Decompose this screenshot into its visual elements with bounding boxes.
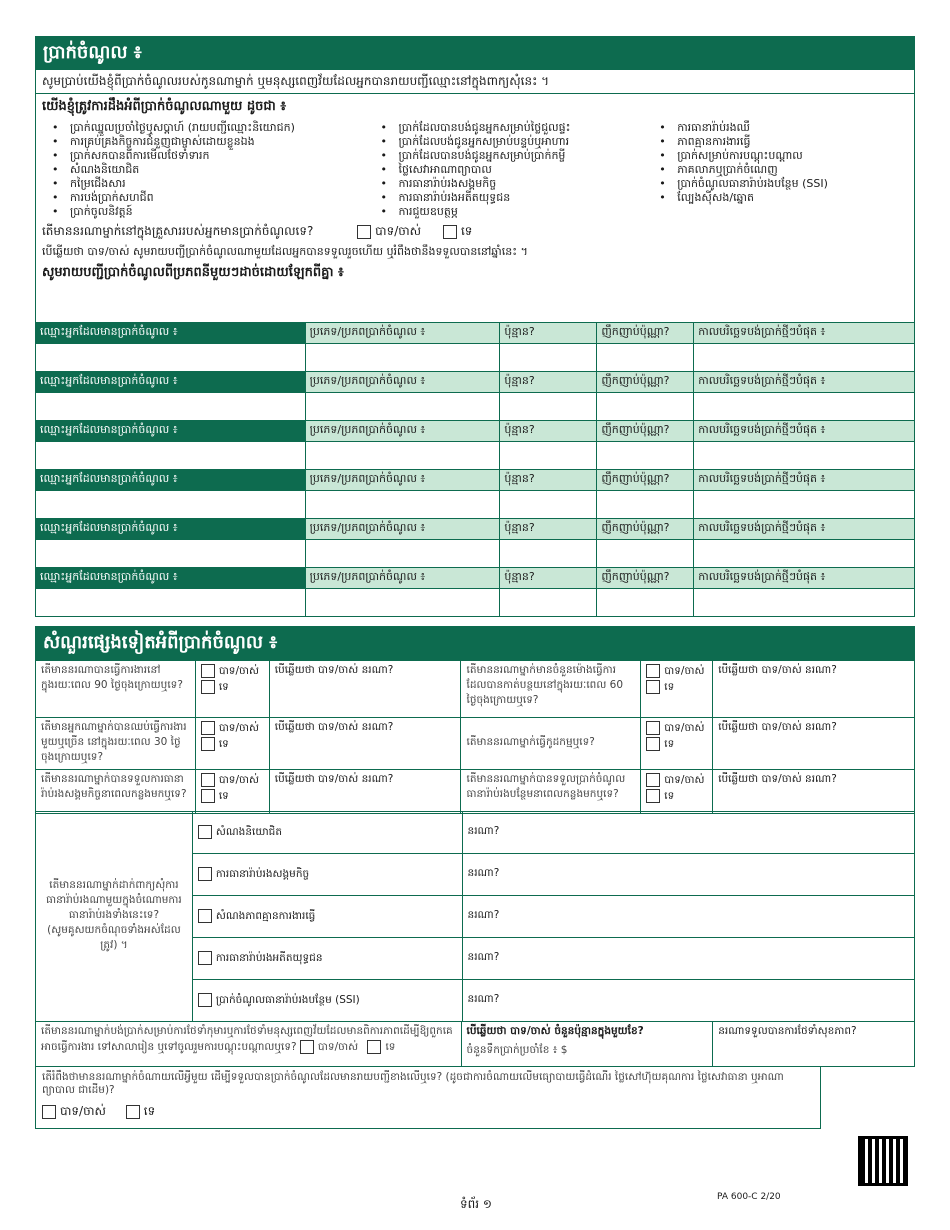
form-id: PA 600-C 2/20: [717, 1192, 781, 1202]
expense-yes-label: បាទ/ចាស់: [60, 1104, 106, 1118]
q4-yes-checkbox[interactable]: [646, 721, 660, 735]
care-yes-checkbox[interactable]: [300, 1040, 314, 1054]
apply-item-label: ការធានារ៉ាប់រងសង្គមកិច្ច: [215, 867, 310, 880]
q1-no-checkbox[interactable]: [201, 680, 215, 694]
q3-who-field[interactable]: [269, 718, 461, 770]
q6-who-label: បើឆ្លើយថា បាទ/ចាស់ នរណា?: [718, 773, 837, 785]
apply-who-label: នរណា?: [467, 951, 500, 963]
income-header-cell: ប្រភេទ/ប្រភពប្រាក់ចំណូល ៖: [305, 568, 500, 589]
apply-who-field[interactable]: [462, 980, 914, 1022]
income-type-item: • ប្រាក់ឈ្នួលប្រចាំថ្ងៃឬសប្តាហ៍ (រាយបញ្ជីឈ្មោះនិយោជក): [42, 121, 370, 135]
q3-who-label: បើឆ្លើយថា បាទ/ចាស់ នរណា?: [274, 721, 394, 733]
income-entry-field[interactable]: [597, 491, 694, 519]
income-type-item: • ប្រាក់ចំណូលធានារ៉ាប់រងបន្ថែម (SSI): [649, 177, 908, 191]
income-header-cell: ប្រភេទ/ប្រភពប្រាក់ចំណូល ៖: [305, 519, 500, 540]
income-entry-field[interactable]: [305, 344, 500, 372]
income-entry-field[interactable]: [694, 540, 915, 568]
income-entry-field[interactable]: [36, 344, 306, 372]
q6-no-label: ទេ: [664, 790, 675, 802]
q3-no-label: ទេ: [218, 738, 229, 750]
q5-who-field[interactable]: [269, 770, 461, 814]
apply-item-label: សំណងភាពគ្មានការងារធ្វើ: [215, 909, 316, 922]
q2-who-field[interactable]: [713, 661, 915, 718]
income-entry-field[interactable]: [694, 344, 915, 372]
income-header-cell: ញឹកញាប់ប៉ុណ្ណា?: [597, 323, 694, 344]
care-amount-cell[interactable]: [461, 1022, 713, 1067]
apply-item-label: ប្រាក់ចំណូលធានារ៉ាប់រងបន្ថែម (SSI): [215, 993, 360, 1006]
q4-no-checkbox[interactable]: [646, 737, 660, 751]
income-entry-field[interactable]: [36, 491, 306, 519]
income-header-cell: ឈ្មោះអ្នកដែលមានប្រាក់ចំណូល ៖: [36, 568, 306, 589]
q3-yes-label: បាទ/ចាស់: [218, 722, 260, 734]
q1-yes-label: បាទ/ចាស់: [218, 665, 260, 677]
income-header-cell: ឈ្មោះអ្នកដែលមានប្រាក់ចំណូល ៖: [36, 470, 306, 491]
income-header-cell: ប៉ុន្មាន?: [500, 470, 597, 491]
income-entry-field[interactable]: [305, 589, 500, 617]
qr-code: [858, 1136, 908, 1186]
expense-no-checkbox[interactable]: [126, 1105, 140, 1119]
income-type-item: • ល្បែងស៊ីសង/ឆ្នោត: [649, 191, 908, 205]
income-header-cell: ញឹកញាប់ប៉ុណ្ណា?: [597, 470, 694, 491]
apply-who-field[interactable]: [462, 896, 914, 938]
income-entry-field[interactable]: [597, 442, 694, 470]
income-types-col1: [42, 121, 370, 219]
apply-benefits-table: [35, 811, 915, 1022]
apply-who-label: នរណា?: [467, 993, 500, 1005]
q3-yes-checkbox[interactable]: [201, 721, 215, 735]
income-header-cell: ប៉ុន្មាន?: [500, 372, 597, 393]
q6-no-checkbox[interactable]: [646, 789, 660, 803]
q5-who-label: បើឆ្លើយថា បាទ/ចាស់ នរណា?: [274, 773, 394, 785]
income-header-cell: ញឹកញាប់ប៉ុណ្ណា?: [597, 568, 694, 589]
income-header-cell: ញឹកញាប់ប៉ុណ្ណា?: [597, 421, 694, 442]
page-number: ទំព័រ ១: [460, 1197, 492, 1211]
income-header-cell: ប៉ុន្មាន?: [500, 323, 597, 344]
apply-who-field[interactable]: [462, 812, 914, 854]
income-entry-field[interactable]: [597, 540, 694, 568]
income-header-cell: ប្រភេទ/ប្រភពប្រាក់ចំណូល ៖: [305, 372, 500, 393]
income-type-item: • ប្រាក់សកបានពីការមើលថែទាំទារក: [42, 149, 370, 163]
q-strike: តើមាននរណាម្នាក់ធ្វើកូដកម្មឬទេ?: [461, 718, 641, 770]
q6-yes-label: បាទ/ចាស់: [664, 774, 705, 786]
income-entry-field[interactable]: [305, 491, 500, 519]
q-ssi: តើមាននរណាម្នាក់បានទទួលប្រាក់ចំណូលធានារ៉ាប់រងបន្ថែមនាពេលកន្លងមកឬទេ?: [461, 770, 641, 814]
income-type-item: • ប្រាក់ដែលបង់ជូនអ្នកសម្រាប់បន្ទប់ឬអាហារ: [370, 135, 649, 149]
apply-who-field[interactable]: [462, 938, 914, 980]
section-income-header: [35, 36, 915, 70]
income-entry-field[interactable]: [305, 442, 500, 470]
income-type-item: • ថ្លៃសេវាអាណាព្យាបាល: [370, 163, 649, 177]
apply-checkbox[interactable]: [198, 951, 212, 965]
q6-yes-checkbox[interactable]: [646, 773, 660, 787]
income-header-cell: ឈ្មោះអ្នកដែលមានប្រាក់ចំណូល ៖: [36, 519, 306, 540]
q2-yes-label: បាទ/ចាស់: [664, 665, 705, 677]
anyone-income-question: តើមាននរណាម្នាក់នៅក្នុងគ្រួសាររបស់អ្នកមានប្រាក់ចំណូលទេ?: [42, 224, 314, 238]
care-who-label: នរណាទទួលបានការថែទាំសុខភាព?: [718, 1025, 857, 1037]
q1-yes-checkbox[interactable]: [201, 664, 215, 678]
income-type-item: • ភាគលាភឬប្រាក់ចំណេញ: [649, 163, 908, 177]
apply-who-field[interactable]: [462, 854, 914, 896]
income-header-cell: ប្រភេទ/ប្រភពប្រាក់ចំណូល ៖: [305, 421, 500, 442]
care-question: តើមាននរណាម្នាក់បង់ប្រាក់សម្រាប់ការថែទាំកុមារឬការថែទាំមនុស្សពេញវ័យដែលមានពិការភាពដើម្បីឱ្យពួកគេអាចធ្វើការងារ ទៅសាលារៀន ឬទៅចូលរួមការបណ្តុះបណ្តាលឬទេ?: [41, 1025, 453, 1053]
income-type-item: • ការធានារ៉ាប់រងសង្គមកិច្ច: [370, 177, 649, 191]
income-header-cell: កាលបរិច្ឆេទបង់ប្រាក់ថ្មីៗបំផុត ៖: [694, 421, 915, 442]
care-no-checkbox[interactable]: [367, 1040, 381, 1054]
q5-no-label: ទេ: [218, 790, 229, 802]
income-entry-field[interactable]: [694, 589, 915, 617]
q5-no-checkbox[interactable]: [201, 789, 215, 803]
q6-who-field[interactable]: [713, 770, 915, 814]
income-entry-field[interactable]: [36, 442, 306, 470]
income-intro: សូមប្រាប់យើងខ្ញុំពីប្រាក់ចំណូលរបស់កូនណាម្នាក់ ឬមនុស្សពេញវ័យដែលអ្នកបានរាយបញ្ជីឈ្មោះនៅក្នុងពាក្យសុំនេះ ។: [35, 70, 915, 94]
anyone-no-label: ទេ: [460, 224, 473, 238]
care-question-cell: [36, 1022, 462, 1067]
income-header-cell: កាលបរិច្ឆេទបង់ប្រាក់ថ្មីៗបំផុត ៖: [694, 519, 915, 540]
expense-question: តើរំពឹងថាមាននរណាម្នាក់ចំណាយលើអ្វីមួយ ដើម្បីទទួលបានប្រាក់ចំណូលដែលមានរាយបញ្ជីខាងលើឬទេ? (ដូចជាការចំណាយលើមធ្យោបាយធ្វើដំណើរ ថ្លៃសៅហ៊ុយគុណការ ថ្លៃសេវាធានា ឬអាណាព្យាបាល ជាដើម)?: [42, 1071, 784, 1096]
care-table: [35, 1021, 915, 1067]
expense-box: [35, 1067, 821, 1129]
q4-no-label: ទេ: [664, 738, 675, 750]
q-worked-90: តើមាននរណាបានធ្វើការងារនៅក្នុងរយៈពេល 90 ថ្ងៃចុងក្រោយឬទេ?: [36, 661, 196, 718]
income-header-cell: កាលបរិច្ឆេទបង់ប្រាក់ថ្មីៗបំផុត ៖: [694, 568, 915, 589]
q2-yes-checkbox[interactable]: [646, 664, 660, 678]
income-header-cell: ប្រភេទ/ប្រភពប្រាក់ចំណូល ៖: [305, 323, 500, 344]
income-type-item: • ប្រាក់ដែលបានបង់ជូនអ្នកសម្រាប់ប្រាក់កម្ចី: [370, 149, 649, 163]
q5-yes-checkbox[interactable]: [201, 773, 215, 787]
income-entry-field[interactable]: [500, 393, 597, 421]
q1-who-label: បើឆ្លើយថា បាទ/ចាស់ នរណា?: [274, 664, 394, 676]
apply-item-label: ការធានារ៉ាប់រងអតីតយុទ្ធជន: [215, 951, 323, 964]
anyone-yes-label: បាទ/ចាស់: [375, 224, 422, 238]
income-header-cell: ញឹកញាប់ប៉ុណ្ណា?: [597, 372, 694, 393]
income-entry-field[interactable]: [597, 344, 694, 372]
q5-yes-label: បាទ/ចាស់: [218, 774, 260, 786]
q-reduced-hours: តើមាននរណាម្នាក់មានចំនួនម៉ោងធ្វើការដែលបានកាត់បន្ថយនៅក្នុងរយៈពេល 60 ថ្ងៃចុងក្រោយឬទេ?: [461, 661, 641, 718]
apply-checkbox[interactable]: [198, 993, 212, 1007]
income-entry-field[interactable]: [500, 442, 597, 470]
q-social-security: តើមាននរណាម្នាក់បានទទួលការធានារ៉ាប់រងសង្គមកិច្ចនាពេលកន្លងមកឬទេ?: [36, 770, 196, 814]
income-types-col2: [370, 121, 649, 219]
income-entry-field[interactable]: [305, 540, 500, 568]
income-header-cell: ឈ្មោះអ្នកដែលមានប្រាក់ចំណូល ៖: [36, 323, 306, 344]
other-questions-table: [35, 660, 915, 814]
q4-who-field[interactable]: [713, 718, 915, 770]
q4-who-label: បើឆ្លើយថា បាទ/ចាស់ នរណា?: [718, 721, 837, 733]
income-type-item: • ភាពគ្មានការងារធ្វើ: [649, 135, 908, 149]
q3-no-checkbox[interactable]: [201, 737, 215, 751]
apply-who-label: នរណា?: [467, 909, 500, 921]
q2-no-label: ទេ: [664, 681, 675, 693]
income-header-cell: ឈ្មោះអ្នកដែលមានប្រាក់ចំណូល ៖: [36, 372, 306, 393]
income-types-col3: [649, 121, 908, 205]
income-header-cell: ញឹកញាប់ប៉ុណ្ណា?: [597, 519, 694, 540]
care-who-cell[interactable]: [713, 1022, 915, 1067]
section-other-header: [35, 626, 915, 660]
expense-no-label: ទេ: [143, 1104, 156, 1118]
income-type-item: • ការជួយឧបត្ថម្ភ: [370, 205, 649, 219]
income-type-item: • ការធានារ៉ាប់រងឈឺ: [649, 121, 908, 135]
income-entry-field[interactable]: [36, 393, 306, 421]
apply-question: តើមាននរណាម្នាក់ដាក់ពាក្យសុំការធានារ៉ាប់រងណាមួយក្នុងចំណោមការធានារ៉ាប់រងទាំងនេះទេ? (សូមគូសយកចំណុចទាំងអស់ដែលត្រូវ) ។: [36, 812, 193, 1022]
income-entry-field[interactable]: [36, 540, 306, 568]
income-header-cell: កាលបរិច្ឆេទបង់ប្រាក់ថ្មីៗបំផុត ៖: [694, 470, 915, 491]
apply-checkbox[interactable]: [198, 909, 212, 923]
apply-checkbox[interactable]: [198, 825, 212, 839]
income-entry-field[interactable]: [500, 540, 597, 568]
care-monthly-label: ចំនួនទឹកប្រាក់ប្រចាំខែ ៖ $: [466, 1044, 568, 1056]
income-info-block: [35, 94, 915, 322]
apply-who-label: នរណា?: [467, 825, 500, 837]
income-type-item: • ប្រាក់ដែលបានបង់ជូនអ្នកសម្រាប់ថ្លៃជួលផ្ទះ: [370, 121, 649, 135]
income-entry-field[interactable]: [694, 393, 915, 421]
section-other-title: សំណួរផ្សេងទៀតអំពីប្រាក់ចំណូល ៖: [43, 632, 278, 653]
income-type-item: • ការធានារ៉ាប់រងអតីតយុទ្ធជន: [370, 191, 649, 205]
income-table: [35, 322, 915, 617]
anyone-no-checkbox[interactable]: [443, 225, 457, 239]
q1-who-field[interactable]: [269, 661, 461, 718]
income-type-item: • កម្រៃជើងសារ: [42, 177, 370, 191]
q4-yes-label: បាទ/ចាស់: [664, 722, 705, 734]
income-header-cell: កាលបរិច្ឆេទបង់ប្រាក់ថ្មីៗបំផុត ៖: [694, 372, 915, 393]
list-heading: សូមរាយបញ្ជីប្រាក់ចំណូលពីប្រភពនីមួយៗដាច់ដោយឡែកពីគ្នា ៖: [42, 265, 344, 280]
income-header-cell: កាលបរិច្ឆេទបង់ប្រាក់ថ្មីៗបំផុត ៖: [694, 323, 915, 344]
income-entry-field[interactable]: [305, 393, 500, 421]
section-income-title: ប្រាក់ចំណូល ៖: [43, 42, 142, 63]
anyone-yes-checkbox[interactable]: [357, 225, 371, 239]
income-header-cell: ឈ្មោះអ្នកដែលមានប្រាក់ចំណូល ៖: [36, 421, 306, 442]
income-type-item: • ការបង់ប្រាក់សហជីព: [42, 191, 370, 205]
apply-checkbox[interactable]: [198, 867, 212, 881]
income-entry-field[interactable]: [500, 344, 597, 372]
income-header-cell: ប្រភេទ/ប្រភពប្រាក់ចំណូល ៖: [305, 470, 500, 491]
if-yes-instruction: បើឆ្លើយថា បាទ/ចាស់ សូមរាយបញ្ជីប្រាក់ចំណូលណាមួយដែលអ្នកបានទទួលរួចហើយ ឬរំពឹងថានឹងទទួលបាននៅឆ្នាំនេះ ។: [42, 245, 528, 258]
income-header-cell: ប៉ុន្មាន?: [500, 568, 597, 589]
know-heading: យើងខ្ញុំត្រូវការដឹងអំពីប្រាក់ចំណូលណាមួយ ដូចជា ៖: [42, 99, 287, 114]
care-amount-label: បើឆ្លើយថា បាទ/ចាស់ ចំនួនប៉ុន្មានក្នុងមួយខែ?: [466, 1025, 644, 1037]
expense-yes-checkbox[interactable]: [42, 1105, 56, 1119]
income-type-item: • ប្រាក់ចូលនិវត្តន៍: [42, 205, 370, 219]
income-header-cell: ប៉ុន្មាន?: [500, 519, 597, 540]
care-yes-label: បាទ/ចាស់: [317, 1041, 359, 1053]
income-header-cell: ប៉ុន្មាន?: [500, 421, 597, 442]
income-entry-field[interactable]: [500, 491, 597, 519]
income-type-item: • ការគ្រប់គ្រងកិច្ចការជំនួញជាម្ចាស់ដោយខ្លួនឯង: [42, 135, 370, 149]
income-entry-field[interactable]: [500, 589, 597, 617]
income-entry-field[interactable]: [694, 442, 915, 470]
income-type-item: • សំណងនិយោជិត: [42, 163, 370, 177]
anyone-income-row: [42, 223, 908, 241]
q2-who-label: បើឆ្លើយថា បាទ/ចាស់ នរណា?: [718, 664, 837, 676]
income-entry-field[interactable]: [597, 589, 694, 617]
income-type-item: • ប្រាក់សម្រាប់ការបណ្តុះបណ្តាល: [649, 149, 908, 163]
apply-who-label: នរណា?: [467, 867, 500, 879]
income-entry-field[interactable]: [597, 393, 694, 421]
care-no-label: ទេ: [385, 1041, 396, 1053]
q2-no-checkbox[interactable]: [646, 680, 660, 694]
income-entry-field[interactable]: [694, 491, 915, 519]
apply-item-label: សំណងនិយោជិត: [215, 825, 282, 838]
q1-no-label: ទេ: [218, 681, 229, 693]
q-stopped-work: តើមានអ្នកណាម្នាក់បានឈប់ធ្វើការងារមួយឬច្រើន នៅក្នុងរយៈពេល 30 ថ្ងៃចុងក្រោយឬទេ?: [36, 718, 196, 770]
income-entry-field[interactable]: [36, 589, 306, 617]
